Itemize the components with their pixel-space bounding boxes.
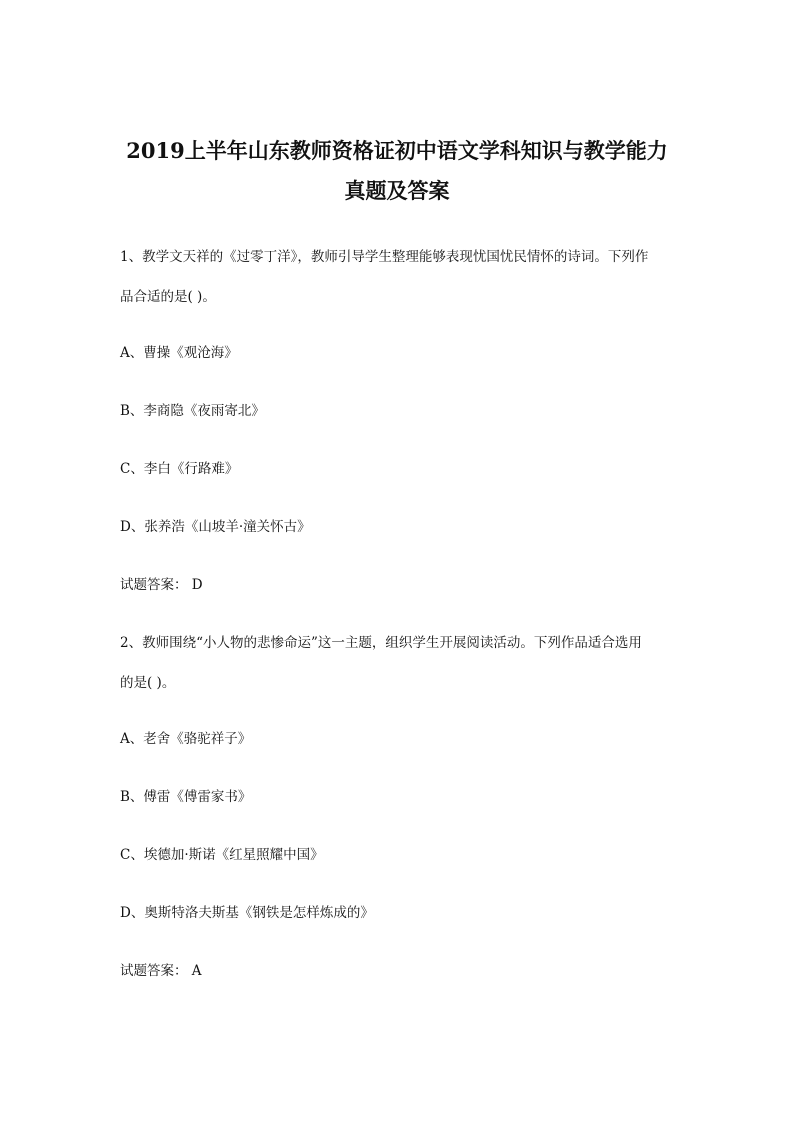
question-2-option-b: B、傅雷《傅雷家书》 [120, 789, 252, 805]
question-1-option-d: D、张养浩《山坡羊·潼关怀古》 [120, 519, 311, 535]
question-2-option-a: A、老舍《骆驼祥子》 [120, 731, 252, 747]
question-1-option-c: C、李白《行路难》 [120, 461, 239, 477]
question-2-option-c: C、埃德加·斯诺《红星照耀中国》 [120, 847, 324, 863]
question-1-stem: 1、教学文天祥的《过零丁洋》，教师引导学生整理能够表现忧国忧民情怀的诗词。下列作 [120, 249, 649, 265]
question-1-answer: 试题答案： D [120, 577, 203, 593]
document-title-continued: 真题及答案 [344, 178, 450, 203]
question-2-stem: 2、教师围绕“小人物的悲惨命运”这一主题，组织学生开展阅读活动。下列作品适合选用 [120, 635, 642, 651]
question-2-stem-continued: 的是( )。 [120, 675, 176, 691]
question-1-stem-continued: 品合适的是( )。 [120, 289, 216, 305]
question-1-option-b: B、李商隐《夜雨寄北》 [120, 403, 265, 419]
question-2-answer: 试题答案： A [120, 963, 202, 979]
document-title: 2019上半年山东教师资格证初中语文学科知识与教学能力 [126, 138, 668, 163]
question-1-option-a: A、曹操《观沧海》 [120, 345, 238, 361]
question-2-option-d: D、奥斯特洛夫斯基《钢铁是怎样炼成的》 [120, 905, 374, 921]
